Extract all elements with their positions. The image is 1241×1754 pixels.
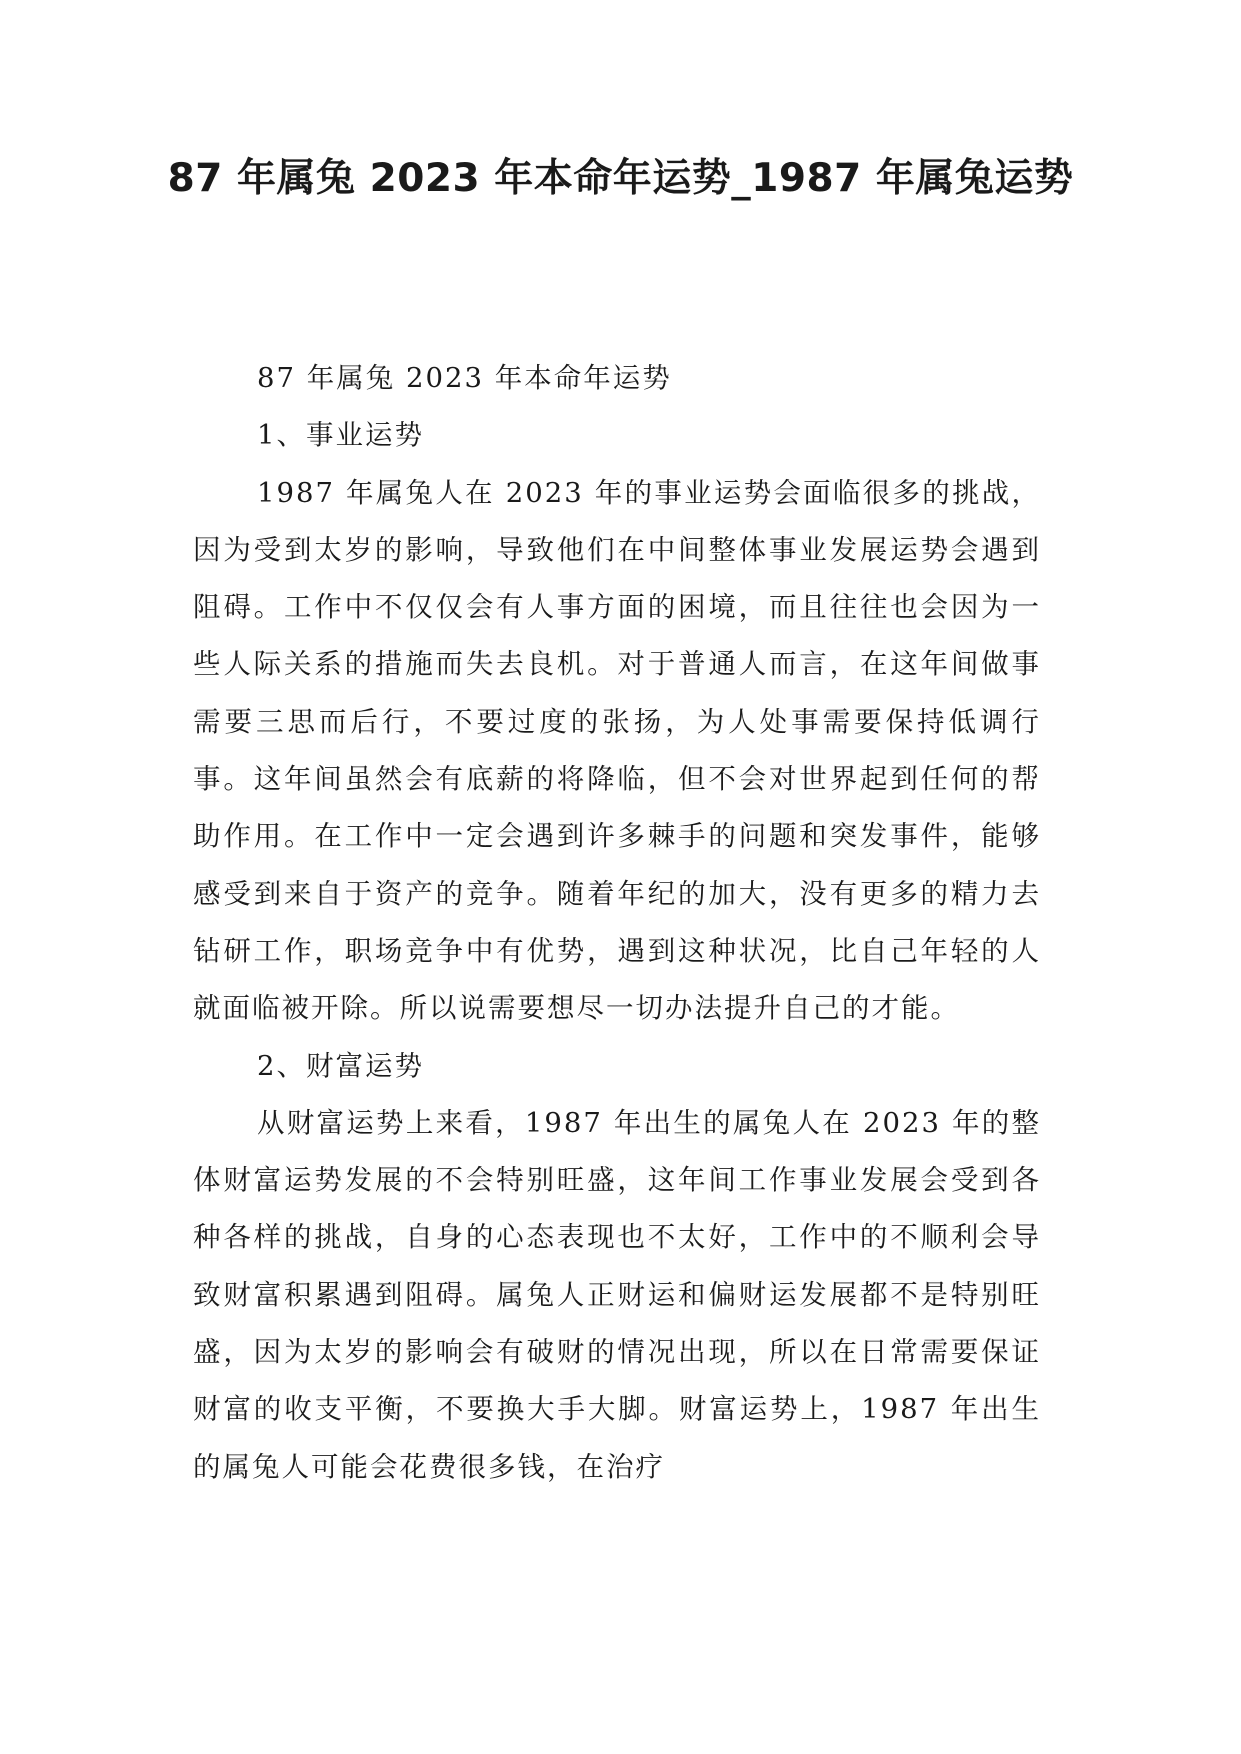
- document-body: [193, 350, 1041, 1496]
- career-paragraph: 1987 年属兔人在 2023 年的事业运势会面临很多的挑战，因为受到太岁的影响，导致他们在中间整体事业发展运势会遇到阻碍。工作中不仅仅会有人事方面的困境，而且往往也会因为一些人际关系的措施而失去良机。对于普通人而言，在这年间做事需要三思而后行，不要过度的张扬，为人处事需要保持低调行事。这年间虽然会有底薪的将降临，但不会对世界起到任何的帮助作用。在工作中一定会遇到许多棘手的问题和突发事件，能够感受到来自于资产的竞争。随着年纪的加大，没有更多的精力去钻研工作，职场竞争中有优势，遇到这种状况，比自己年轻的人就面临被开除。所以说需要想尽一切办法提升自己的才能。: [193, 476, 1041, 1025]
- section-heading-paragraph: 87 年属兔 2023 年本命年运势: [257, 362, 672, 394]
- career-heading: 1、事业运势: [257, 419, 424, 452]
- wealth-heading: 2、财富运势: [257, 1049, 424, 1082]
- wealth-paragraph: 从财富运势上来看，1987 年出生的属兔人在 2023 年的整体财富运势发展的不会特别旺盛，这年间工作事业发展会受到各种各样的挑战，自身的心态表现也不太好，工作中的不顺利会导致财富积累遇到阻碍。属兔人正财运和偏财运发展都不是特别旺盛，因为太岁的影响会有破财的情况出现，所以在日常需要保证财富的收支平衡，不要换大手大脚。财富运势上，1987 年出生的属兔人可能会花费很多钱，在治疗: [193, 1106, 1041, 1483]
- document-title: 87 年属兔 2023 年本命年运势_1987 年属兔运势: [167, 156, 1074, 201]
